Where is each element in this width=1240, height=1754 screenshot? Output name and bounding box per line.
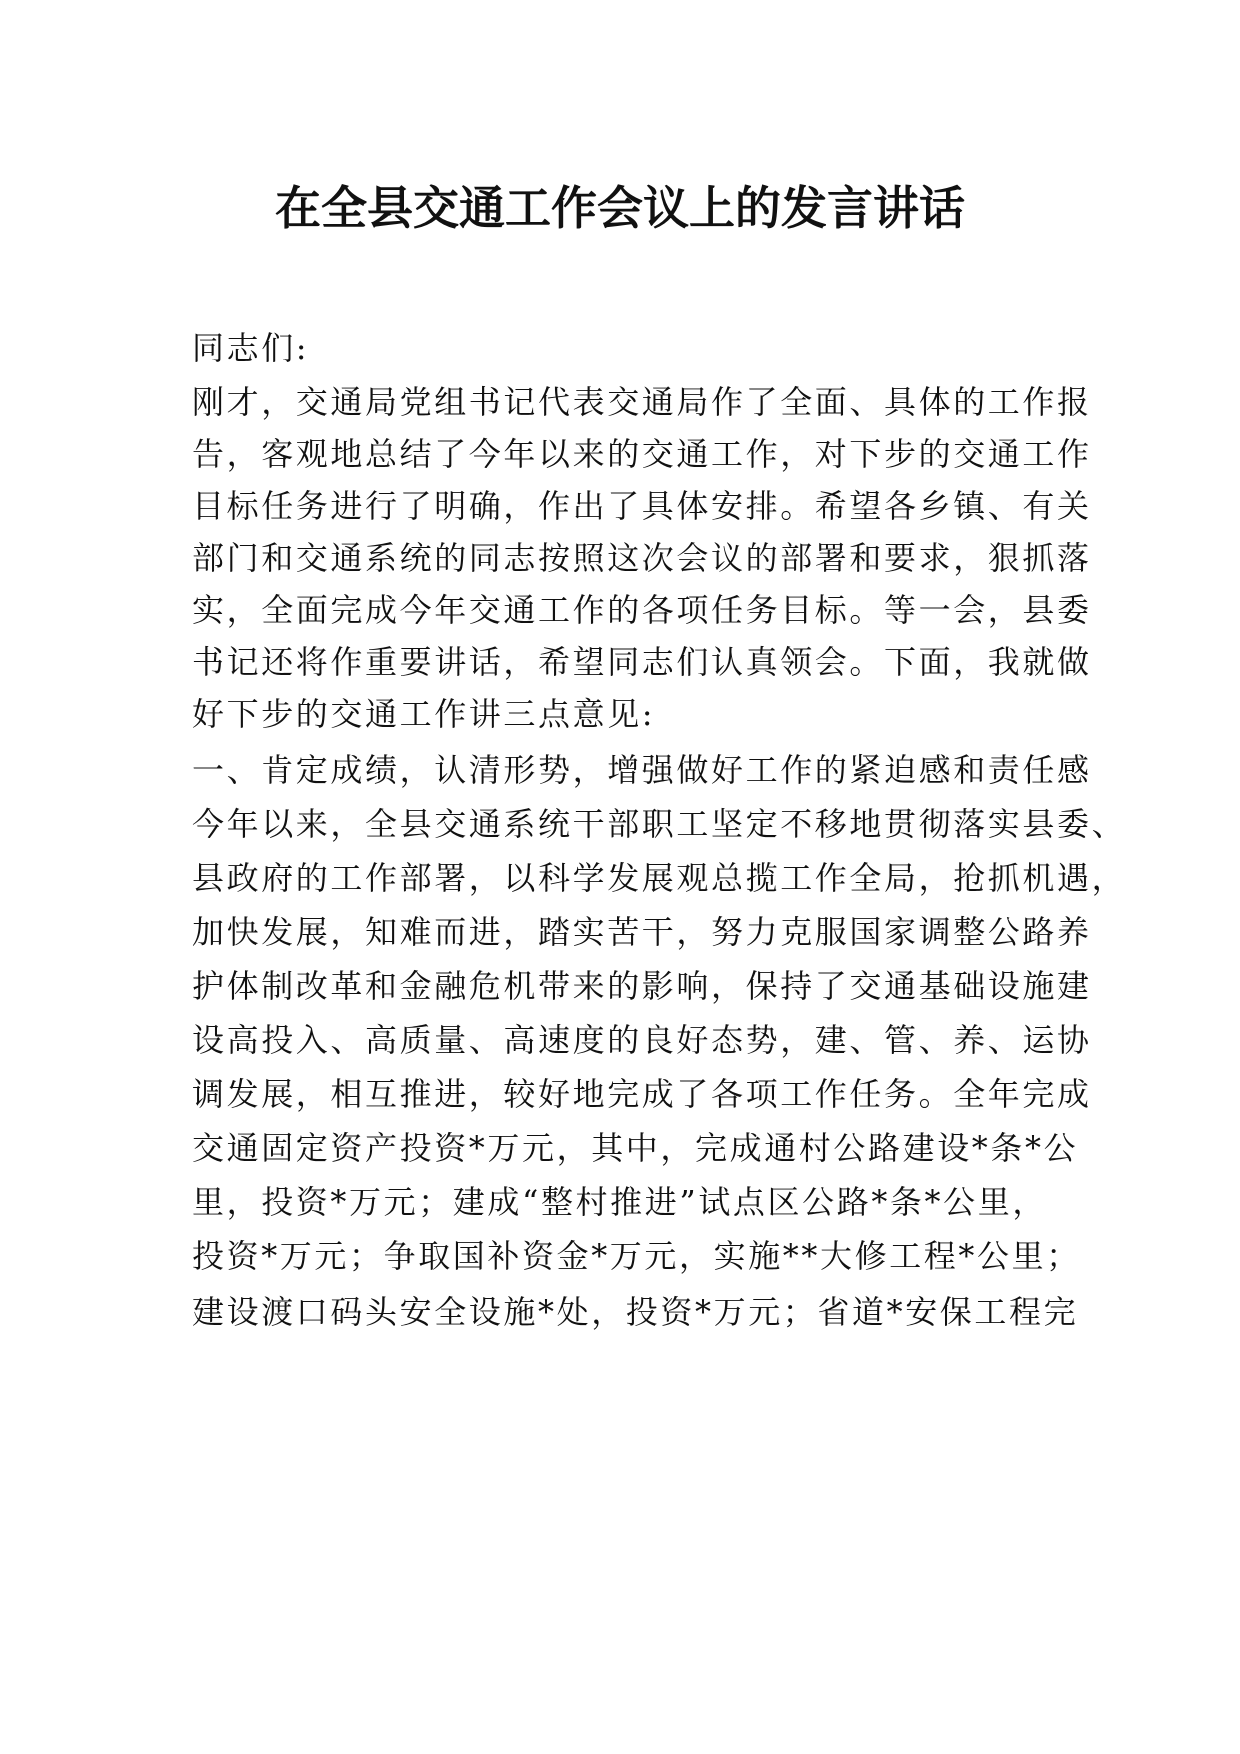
paragraph-line: 实，全面完成今年交通工作的各项任务目标。等一会，县委 [192, 591, 1092, 629]
paragraph-line: 里，投资*万元；建成“整村推进”试点区公路*条*公里， [192, 1183, 1047, 1221]
paragraph-line: 交通固定资产投资*万元，其中，完成通村公路建设*条*公 [192, 1129, 1079, 1167]
paragraph-line: 刚才，交通局党组书记代表交通局作了全面、具体的工作报 [192, 383, 1092, 421]
salutation: 同志们: [192, 329, 310, 367]
paragraph-line: 今年以来，全县交通系统干部职工坚定不移地贯彻落实县委、 [192, 805, 1127, 843]
paragraph-line: 书记还将作重要讲话，希望同志们认真领会。下面，我就做 [192, 643, 1092, 681]
paragraph-line: 加快发展，知难而进，踏实苦干，努力克服国家调整公路养 [192, 913, 1092, 951]
paragraph-line: 护体制改革和金融危机带来的影响，保持了交通基础设施建 [192, 967, 1092, 1005]
document-title: 在全县交通工作会议上的发言讲话 [275, 181, 965, 235]
paragraph-line: 告，客观地总结了今年以来的交通工作，对下步的交通工作 [192, 435, 1092, 473]
paragraph-line: 部门和交通系统的同志按照这次会议的部署和要求，狠抓落 [192, 539, 1092, 577]
paragraph-line: 设高投入、高质量、高速度的良好态势，建、管、养、运协 [192, 1021, 1092, 1059]
paragraph-line: 调发展，相互推进，较好地完成了各项工作任务。全年完成 [192, 1075, 1092, 1113]
paragraph-line: 县政府的工作部署，以科学发展观总揽工作全局，抢抓机遇， [192, 859, 1127, 897]
section-heading: 一、肯定成绩，认清形势，增强做好工作的紧迫感和责任感 [192, 751, 1092, 789]
paragraph-line: 投资*万元；争取国补资金*万元，实施**大修工程*公里； [192, 1237, 1081, 1275]
paragraph-line: 好下步的交通工作讲三点意见: [192, 695, 656, 733]
paragraph-line: 建设渡口码头安全设施*处，投资*万元；省道*安保工程完 [192, 1293, 1079, 1331]
paragraph-line: 目标任务进行了明确，作出了具体安排。希望各乡镇、有关 [192, 487, 1092, 525]
